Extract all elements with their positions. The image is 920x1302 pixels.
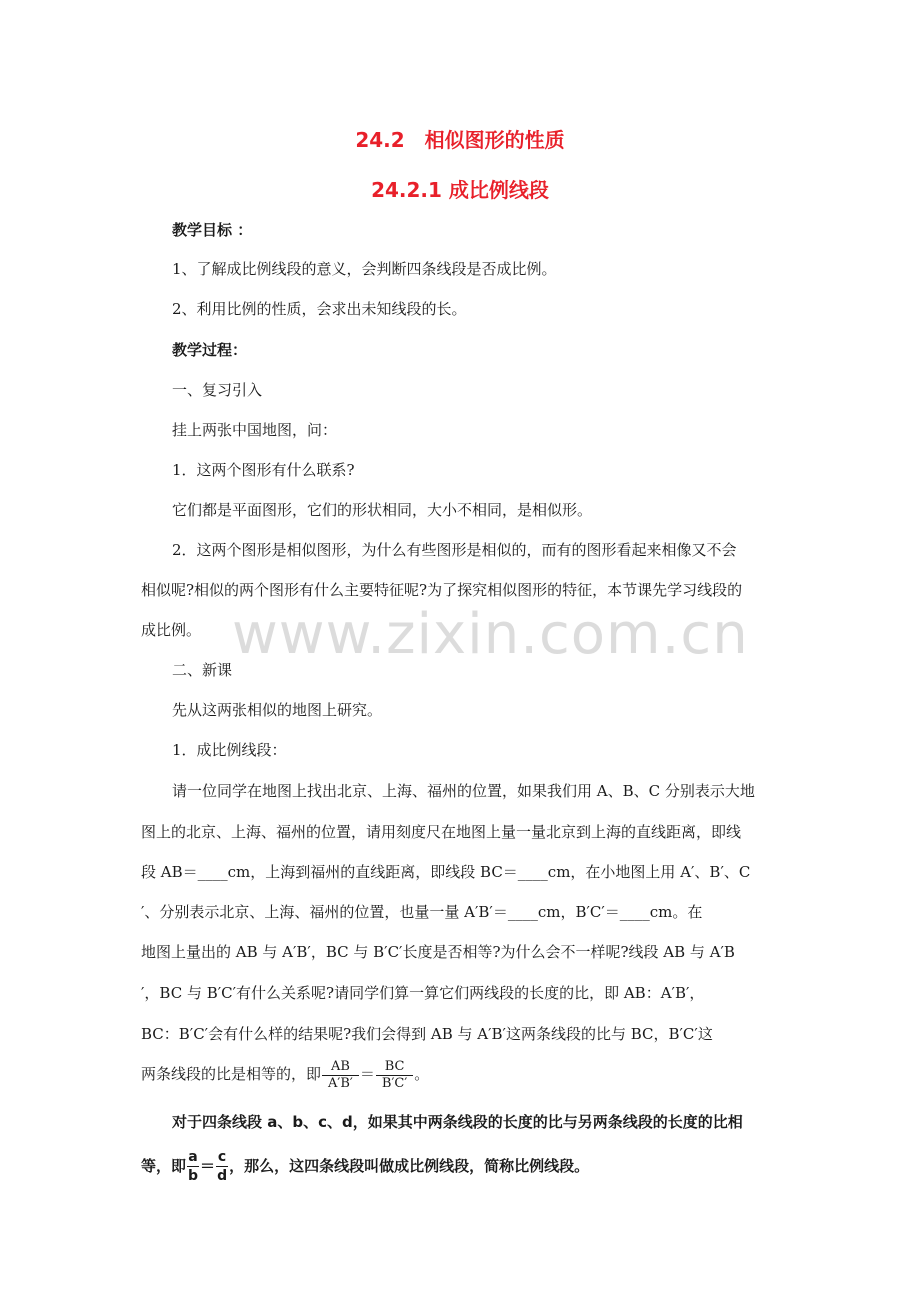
fraction-denominator: B′C′	[381, 1075, 408, 1091]
fraction-numerator: a	[188, 1149, 198, 1165]
body-line-8	[141, 1054, 429, 1094]
fraction-numerator: c	[217, 1149, 227, 1165]
question-2-line-3: 成比例。	[141, 621, 202, 639]
fraction-denominator: d	[217, 1168, 228, 1184]
process-heading: 教学过程：	[172, 341, 248, 359]
body-line-8-prefix: 两条线段的比是相等的，即	[141, 1065, 322, 1083]
body-line-5: 地图上量出的 AB 与 A′B′，BC 与 B′C′长度是否相等?为什么会不一样呢?线段 AB 与 A′B	[141, 943, 735, 961]
equals-sign: ＝	[359, 1065, 375, 1083]
body-line-3: 段 AB＝____cm，上海到福州的直线距离，即线段 BC＝____cm，在小地图上用 A′、B′、C	[141, 863, 751, 881]
paragraph-maps: 挂上两张中国地图，问：	[172, 421, 338, 439]
objective-item-1: 1、了解成比例线段的意义，会判断四条线段是否成比例。	[172, 260, 557, 278]
section-review-heading: 一、复习引入	[172, 381, 263, 399]
fraction-c-over-d	[216, 1148, 228, 1185]
question-1: 1．这两个图形有什么联系?	[172, 461, 355, 479]
body-line-8-suffix: 。	[414, 1065, 430, 1083]
question-2-line-1: 2．这两个图形是相似图形，为什么有些图形是相似的，而有的图形看起来相像又不会	[172, 541, 737, 559]
body-line-6: ′，BC 与 B′C′有什么关系呢?请同学们算一算它们两线段的长度的比，即 AB：A′B′，	[141, 984, 705, 1002]
objectives-heading: 教学目标 ：	[172, 221, 253, 239]
section-new-lesson-heading: 二、新课	[172, 661, 233, 679]
definition-line-2	[141, 1146, 589, 1186]
paragraph-study-maps: 先从这两张相似的地图上研究。	[172, 701, 383, 719]
objective-item-2: 2、利用比例的性质，会求出未知线段的长。	[172, 300, 467, 318]
body-line-1: 请一位同学在地图上找出北京、上海、福州的位置，如果我们用 A、B、C 分别表示大地	[172, 782, 755, 800]
fraction-ab-over-a1b1	[322, 1059, 359, 1092]
fraction-bc-over-b1c1	[376, 1059, 413, 1092]
definition-line-2-prefix: 等，即	[141, 1157, 187, 1175]
definition-line-1: 对于四条线段 a、b、c、d，如果其中两条线段的长度的比与另两条线段的长度的比相	[172, 1113, 743, 1131]
body-line-7: BC：B′C′会有什么样的结果呢?我们会得到 AB 与 A′B′这两条线段的比与 BC，B′C′这	[141, 1025, 713, 1043]
body-line-4: ′、分别表示北京、上海、福州的位置，也量一量 A′B′＝____cm，B′C′＝____cm。在	[141, 903, 703, 921]
page-title: 24.2 相似图形的性质	[355, 128, 565, 152]
page-subtitle: 24.2.1 成比例线段	[371, 178, 549, 202]
equals-sign: ＝	[200, 1157, 216, 1175]
answer-1: 它们都是平面图形，它们的形状相同，大小不相同，是相似形。	[172, 501, 593, 519]
question-2-line-2: 相似呢?相似的两个图形有什么主要特征呢?为了探究相似图形的特征，本节课先学习线段的	[141, 581, 743, 599]
topic-proportional-segments: 1．成比例线段：	[172, 741, 287, 759]
definition-line-2-suffix: ，那么，这四条线段叫做成比例线段，简称比例线段。	[229, 1157, 590, 1175]
body-line-2: 图上的北京、上海、福州的位置，请用刻度尺在地图上量一量北京到上海的直线距离，即线	[141, 823, 742, 841]
fraction-a-over-b	[187, 1148, 199, 1185]
fraction-denominator: A′B′	[328, 1075, 353, 1091]
fraction-denominator: b	[188, 1168, 199, 1184]
fraction-numerator: BC	[376, 1059, 413, 1076]
watermark: www.zixin.com.cn	[232, 602, 749, 667]
fraction-numerator: AB	[322, 1059, 359, 1076]
